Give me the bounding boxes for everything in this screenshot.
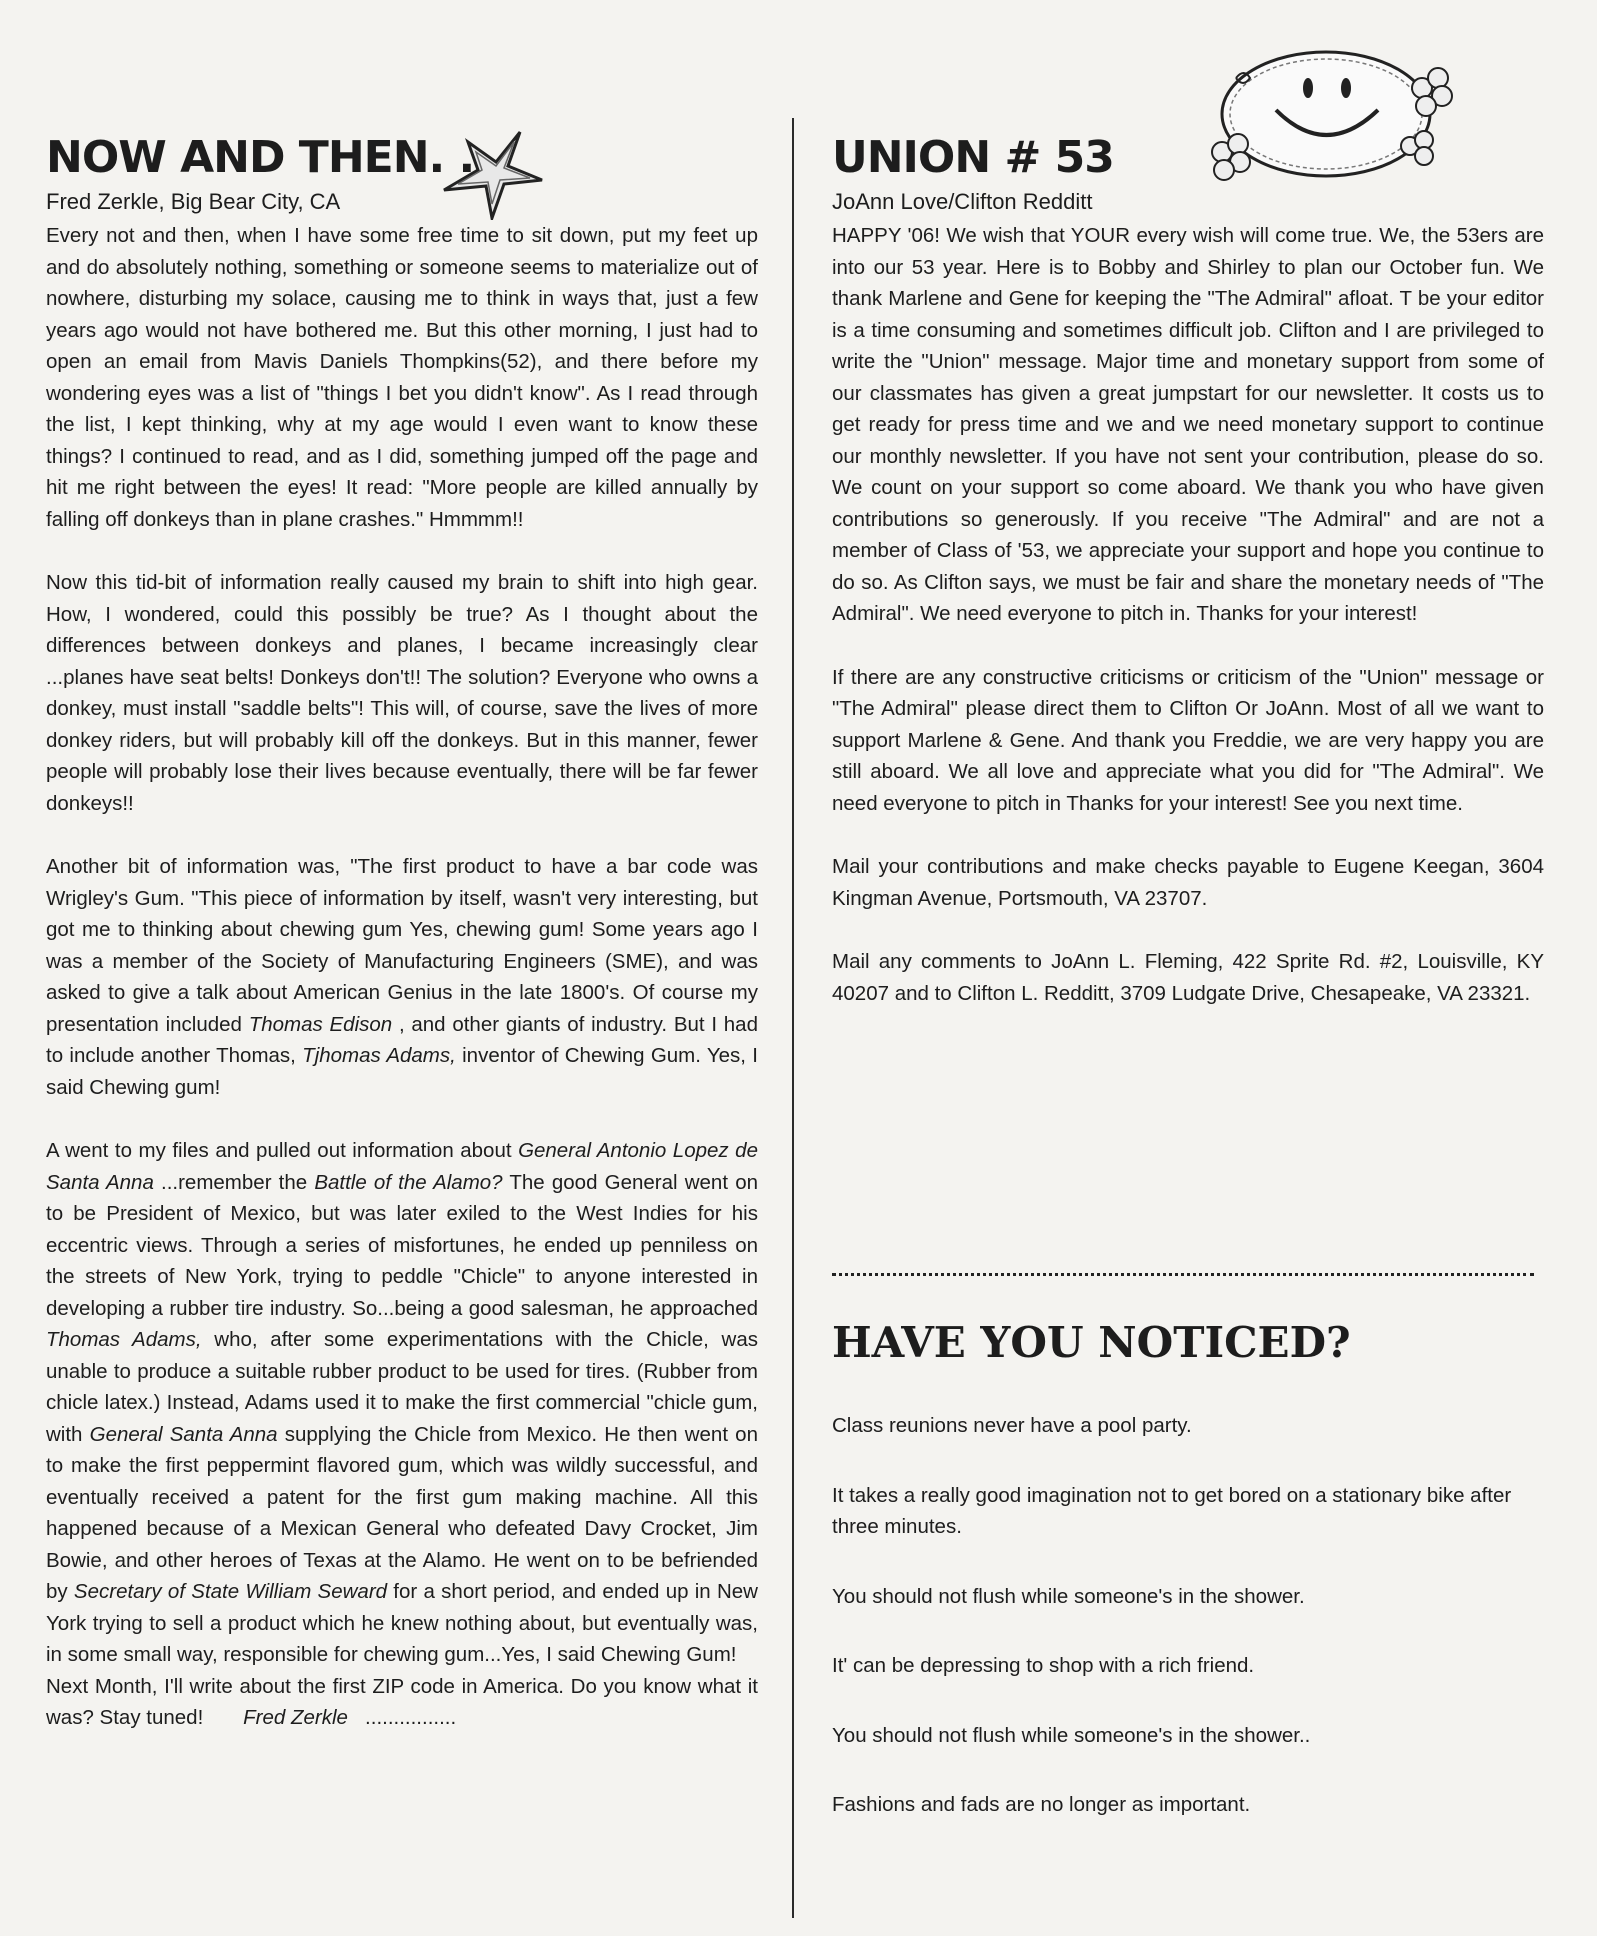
paragraph: Now this tid-bit of information really caused my brain to shift into high gear. How, I wondered, could this possibly be true? As I thought about the differences between donkeys and planes, I became increasingly clear ...planes have seat belts! Donkeys don't!! The solution? Everyone who owns a donkey, must install "saddle belts"! This will, of course, save the lives of more donkey riders, but will probably kill off the donkeys. But in this manner, fewer people will probably lose their lives because eventually, there will be far fewer donkeys!! xyxy=(46,571,758,815)
list-item: It' can be depressing to shop with a rich friend. xyxy=(832,1654,1255,1677)
paragraph: Mail any comments to JoAnn L. Fleming, 422 Sprite Rd. #2, Louisville, KY 40207 and to Clifton L. Redditt, 3709 Ludgate Drive, Chesapeake, VA 23321. xyxy=(832,950,1544,1005)
signoff: Fred Zerkle xyxy=(243,1706,348,1729)
section-divider xyxy=(832,1273,1534,1276)
left-column xyxy=(46,132,758,1734)
list-item: You should not flush while someone's in the shower.. xyxy=(832,1723,1311,1747)
list-item: It takes a really good imagination not to get bored on a stationary bike after three minutes. xyxy=(832,1483,1512,1538)
section-title: HAVE YOU NOTICED? xyxy=(832,1318,1351,1367)
column-divider xyxy=(792,118,794,1918)
list-item: You should not flush while someone's in the shower. xyxy=(832,1584,1305,1608)
notices-list xyxy=(832,1410,1544,1859)
right-column xyxy=(832,132,1544,1009)
paragraph: A went to my files and pulled out information about General Antonio Lopez de Santa Anna ...remember the Battle of the Alamo? The good General went on to be President of Mexico, but was later exiled to the West Indies for his eccentric views. Through a series of misfortunes, he ended up penniless on the streets of New York, trying to peddle "Chicle" to anyone interested in developing a rubber tire industry. So...being a good salesman, he approached Thomas Adams, who, after some experimentations with the Chicle, was unable to produce a suitable rubber product to be used for tires. (Rubber from chicle latex.) Instead, Adams used it to make the first commercial "chicle gum, with General Santa Anna supplying the Chicle from Mexico. He then went on to make the first peppermint flavored gum, which was wildly successful, and eventually received a patent for the first gum making machine. All this happened because of a Mexican General who defeated Davy Crocket, Jim Bowie, and other heroes of Texas at the Alamo. He went on to be befriended by Secretary of State William Seward for a short period, and ended up in New York trying to sell a product which he knew nothing about, but eventually was, in some small way, responsible for chewing gum...Yes, I said Chewing Gum! xyxy=(46,1139,758,1666)
list-item: Fashions and fads are no longer as important. xyxy=(832,1793,1251,1816)
article-title: UNION # 53 xyxy=(832,132,1114,183)
article-byline: JoAnn Love/Clifton Redditt xyxy=(832,189,1093,214)
paragraph: Another bit of information was, "The first product to have a bar code was Wrigley's Gum. "This piece of information by itself, wasn't very interesting, but got me to thinking about chewing gum Yes, chewing gum! Some years ago I was a member of the Society of Manufacturing Engineers (SME), and was asked to give a talk about American Genius in the late 1800's. Of course my presentation included Thomas Edison , and other giants of industry. But I had to include another Thomas, Tjhomas Adams, inventor of Chewing Gum. Yes, I said Chewing gum! xyxy=(46,855,759,1099)
article-title: NOW AND THEN. . xyxy=(46,132,475,183)
article-byline: Fred Zerkle, Big Bear City, CA xyxy=(46,189,341,214)
list-item: Class reunions never have a pool party. xyxy=(832,1414,1192,1437)
paragraph: Mail your contributions and make checks payable to Eugene Keegan, 3604 Kingman Avenue, Portsmouth, VA 23707. xyxy=(832,855,1544,910)
paragraph: If there are any constructive criticisms or criticism of the "Union" message or "The Admiral" please direct them to Clifton Or JoAnn. Most of all we want to support Marlene & Gene. And thank you Freddie, we are very happy you are still aboard. We all love and appreciate what you did for "The Admiral". We need everyone to pitch in Thanks for your interest! See you next time. xyxy=(832,665,1544,815)
signoff-dots: ................ xyxy=(365,1706,457,1729)
paragraph: Every not and then, when I have some free time to sit down, put my feet up and do absolutely nothing, something or someone seems to materialize out of nowhere, disturbing my solace, causing me to think in ways that, just a few years ago would not have bothered me. But this other morning, I just had to open an email from Mavis Daniels Thompkins(52), and there before my wondering eyes was a list of "things I bet you didn't know". As I read through the list, I kept thinking, why at my age would I even want to know these things? I continued to read, and as I did, something jumped off the page and hit me right between the eyes! It read: "More people are killed annually by falling off donkeys than in plane crashes." Hmmmm!! xyxy=(46,224,758,531)
paragraph: HAPPY '06! We wish that YOUR every wish will come true. We, the 53ers are into our 53 year. Here is to Bobby and Shirley to plan our October fun. We thank Marlene and Gene for keeping the "The Admiral" afloat. T be your editor is a time consuming and sometimes difficult job. Clifton and I are privileged to write the "Union" message. Major time and monetary support from some of our classmates has given a great jumpstart for our newsletter. It costs us to get ready for press time and we and we need monetary support to continue our monthly newsletter. If you have not sent your contribution, please do so. We count on your support so come aboard. We thank you who have given contributions so generously. If you receive "The Admiral" and are not a member of Class of '53, we appreciate your support and hope you continue to do so. As Clifton says, we must be fair and share the monetary needs of "The Admiral". We need everyone to pitch in. Thanks for your interest! xyxy=(832,224,1544,625)
paragraph: Next Month, I'll write about the first ZIP code in America. Do you know what it was? Stay tuned! Fred Zerkle ................ xyxy=(46,1674,758,1729)
